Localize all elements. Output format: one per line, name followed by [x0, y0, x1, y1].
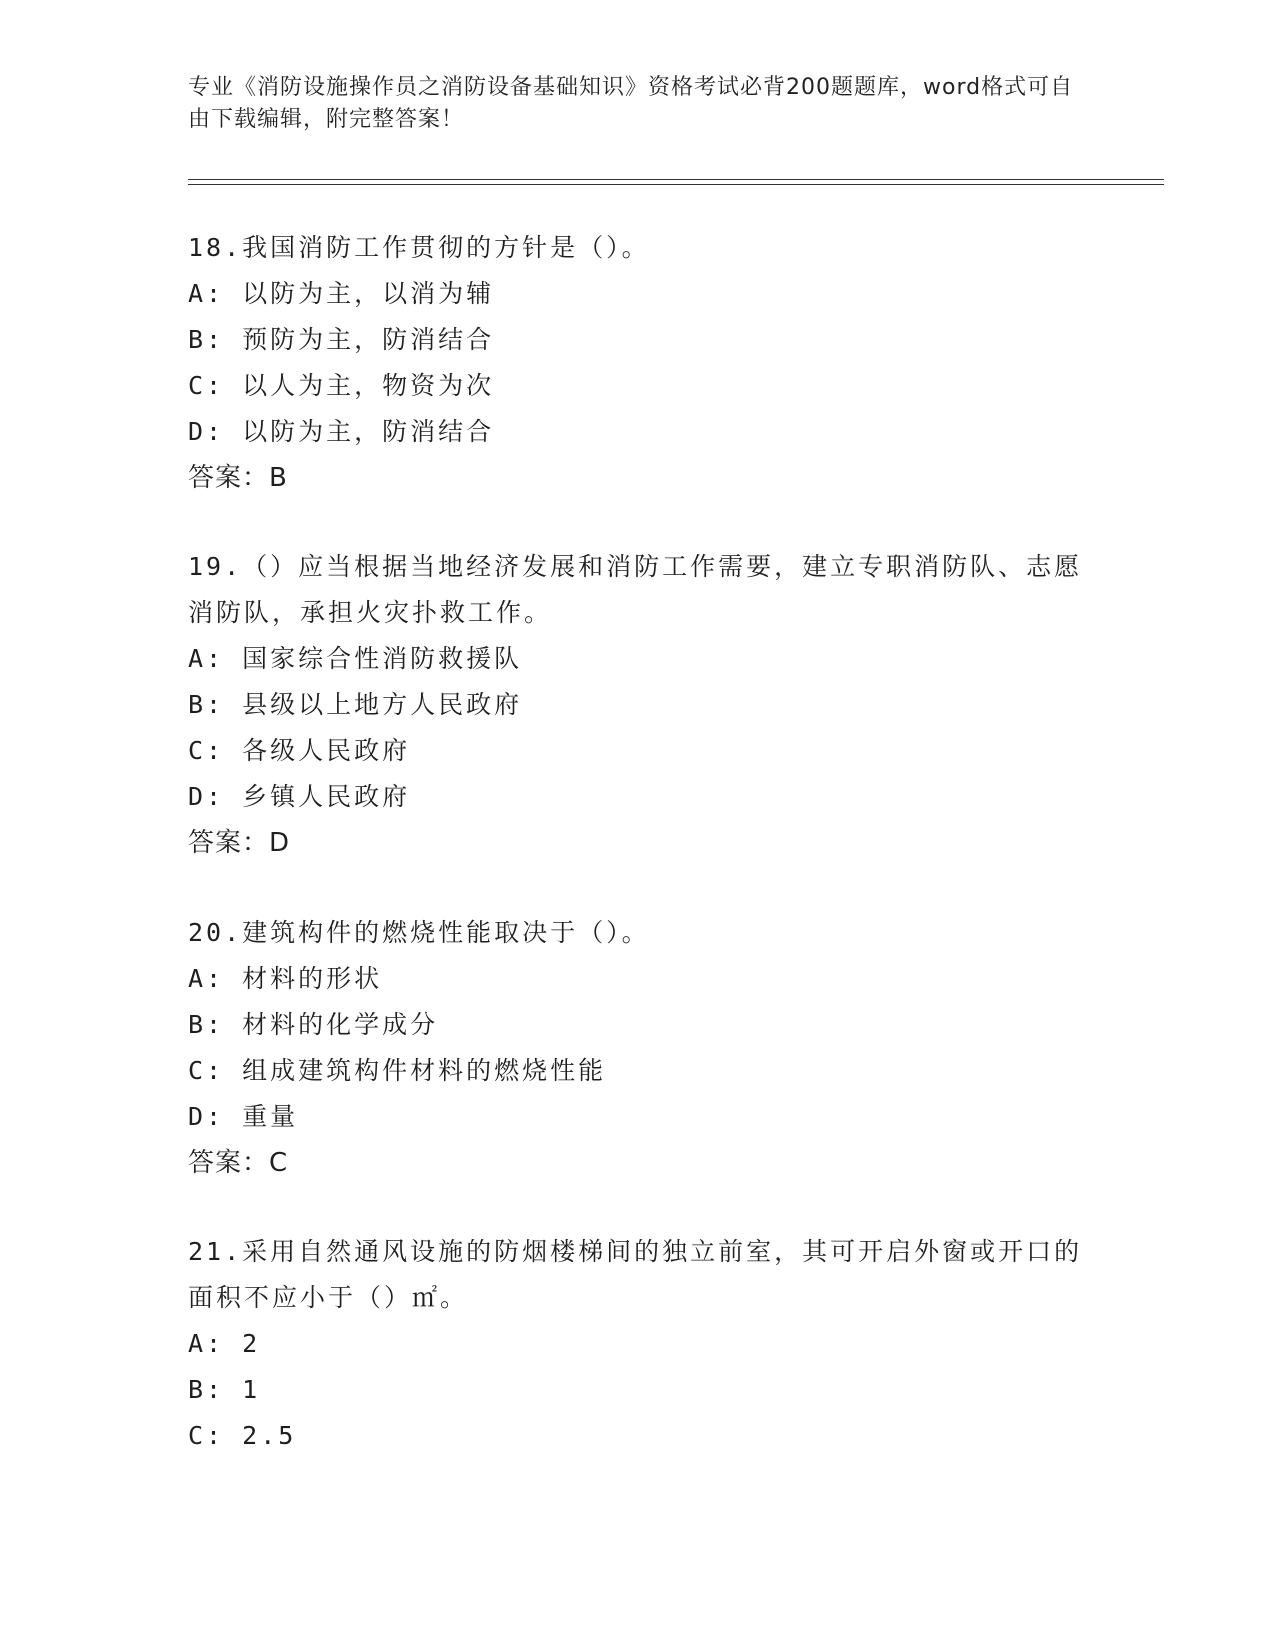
option-d — [188, 409, 1088, 455]
option-a — [188, 956, 1088, 1002]
option-key: D: — [188, 417, 225, 446]
option-text: 材料的化学成分 — [242, 1010, 439, 1039]
option-text: 预防为主，防消结合 — [242, 325, 495, 354]
answer-label: 答案：D — [188, 828, 291, 858]
option-key: C: — [188, 1056, 225, 1085]
option-key: C: — [188, 1421, 225, 1450]
option-key: A: — [188, 644, 225, 673]
option-b — [188, 1367, 1088, 1413]
option-text: 组成建筑构件材料的燃烧性能 — [242, 1056, 607, 1085]
option-key: A: — [188, 964, 225, 993]
option-b — [188, 682, 1088, 728]
option-d — [188, 774, 1088, 820]
option-key: B: — [188, 325, 225, 354]
option-text: 1 — [242, 1375, 261, 1404]
option-key: D: — [188, 1102, 225, 1131]
option-text: 2.5 — [242, 1421, 297, 1450]
option-c — [188, 728, 1088, 774]
answer-label: 答案：C — [188, 1148, 289, 1178]
option-key: D: — [188, 782, 225, 811]
option-key: C: — [188, 736, 225, 765]
option-text: 2 — [242, 1329, 261, 1358]
question-18 — [188, 225, 1088, 501]
option-key: A: — [188, 279, 225, 308]
option-a — [188, 1321, 1088, 1367]
option-text: 材料的形状 — [242, 964, 383, 993]
option-c — [188, 363, 1088, 409]
option-text: 重量 — [242, 1102, 299, 1131]
question-21 — [188, 1229, 1088, 1459]
option-a — [188, 271, 1088, 317]
option-key: B: — [188, 1010, 225, 1039]
question-stem: 19.（）应当根据当地经济发展和消防工作需要，建立专职消防队、志愿消防队，承担火灾扑救工作。 — [188, 552, 1083, 627]
option-text: 国家综合性消防救援队 — [242, 644, 523, 673]
answer-label: 答案：B — [188, 463, 288, 493]
option-key: A: — [188, 1329, 225, 1358]
option-key: C: — [188, 371, 225, 400]
option-d — [188, 1094, 1088, 1140]
header-divider — [188, 179, 1164, 180]
option-text: 县级以上地方人民政府 — [242, 690, 523, 719]
question-20 — [188, 910, 1088, 1186]
option-key: B: — [188, 1375, 225, 1404]
document-header-title: 专业《消防设施操作员之消防设备基础知识》资格考试必背200题题库，word格式可自由下载编辑，附完整答案！ — [188, 75, 1074, 132]
option-text: 以人为主，物资为次 — [242, 371, 495, 400]
option-b — [188, 1002, 1088, 1048]
option-text: 以防为主，以消为辅 — [242, 279, 495, 308]
question-stem: 18.我国消防工作贯彻的方针是（）。 — [188, 233, 650, 262]
option-text: 各级人民政府 — [242, 736, 411, 765]
option-a — [188, 636, 1088, 682]
option-c — [188, 1048, 1088, 1094]
question-stem: 20.建筑构件的燃烧性能取决于（）。 — [188, 918, 650, 947]
option-c — [188, 1413, 1088, 1459]
option-text: 以防为主，防消结合 — [242, 417, 495, 446]
header-divider-secondary — [188, 184, 1164, 185]
question-stem: 21.采用自然通风设施的防烟楼梯间的独立前室，其可开启外窗或开口的面积不应小于（）㎡。 — [188, 1237, 1083, 1312]
option-text: 乡镇人民政府 — [242, 782, 411, 811]
question-19 — [188, 544, 1088, 866]
option-b — [188, 317, 1088, 363]
option-key: B: — [188, 690, 225, 719]
